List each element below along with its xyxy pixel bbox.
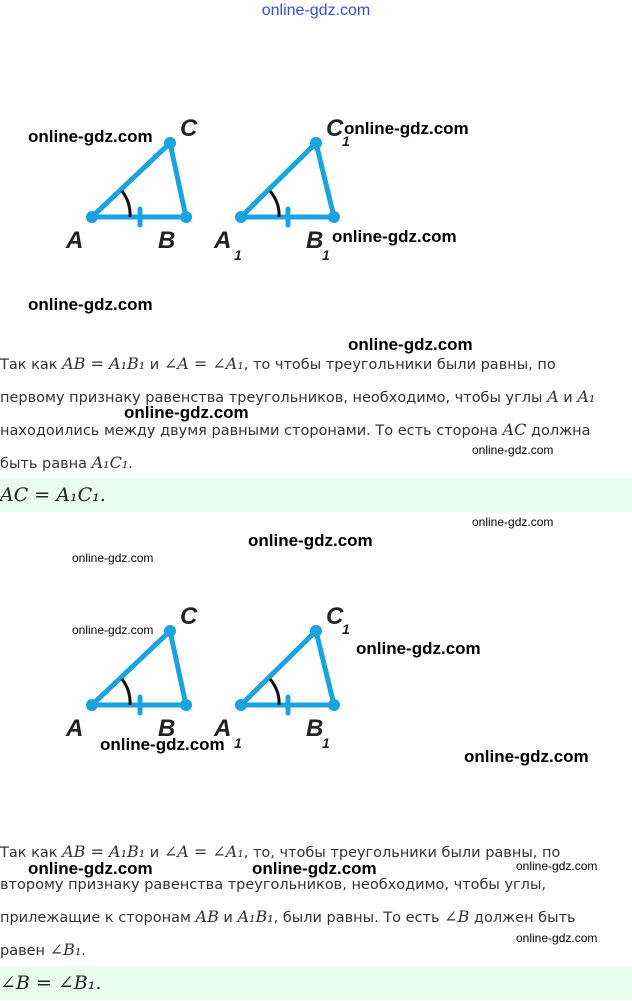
label-b: B [158,227,176,254]
label-a1-sub: 1 [234,735,242,751]
watermark: online-gdz.com [356,639,481,658]
triangle-abc [92,143,186,225]
watermark: online-gdz.com [464,747,589,766]
label-a1-sub: 1 [234,247,242,263]
label-b: B [158,715,176,742]
watermark: online-gdz.com [72,623,154,637]
watermark: online-gdz.com [344,119,469,138]
answer-box-1: AC = A₁C₁. [0,478,632,512]
label-c1: C [326,115,344,142]
watermark: online-gdz.com [516,931,598,945]
label-a1: A [214,715,232,742]
label-b1: B [306,715,324,742]
label-c1-sub: 1 [342,133,350,149]
triangle-a1b1c1 [241,143,334,225]
watermark: online-gdz.com [124,403,249,422]
watermark: online-gdz.com [332,227,457,246]
watermark: online-gdz.com [72,551,154,565]
explanation-paragraph-1: Так как AB = A₁B₁ и ∠A = ∠A₁, то чтобы треугольники были равны, по первому признаку равенства треугольников, необходимо, чтобы углы A и A₁ находоились между двумя равными сторонами. То есть сторона AC должна быть равна A₁C₁. [0,354,596,472]
label-b1-sub: 1 [322,735,330,751]
label-a1: A [214,227,232,254]
watermark: online-gdz.com [348,335,473,354]
triangles-figure-2 [0,590,632,760]
angle-arc-a1 [270,191,279,217]
angle-arc-a [122,191,130,217]
watermark: online-gdz.com [472,443,554,457]
label-b1: B [306,227,324,254]
watermark: online-gdz.com [248,531,373,550]
watermark: online-gdz.com [472,515,554,529]
label-a: A [66,227,84,254]
label-b1-sub: 1 [322,247,330,263]
label-c1-sub: 1 [342,621,350,637]
label-c: C [180,603,198,630]
answer-box-2: ∠B = ∠B₁. [0,966,632,1000]
watermark: online-gdz.com [28,127,153,146]
watermark: online-gdz.com [252,859,377,878]
watermark: online-gdz.com [28,295,153,314]
watermark: online-gdz.com [100,735,225,754]
label-c1: C [326,603,344,630]
watermark: online-gdz.com [516,859,598,873]
watermark: online-gdz.com [28,859,153,878]
explanation-paragraph-2: Так как AB = A₁B₁ и ∠A = ∠A₁, то, чтобы треугольники были равны, по второму признаку равенства треугольников, необходимо, чтобы углы, прилежащие к сторонам AB и A₁B₁, были равны. То есть ∠B должен быть равен ∠B₁. [0,842,576,959]
label-a: A [66,715,84,742]
label-c: C [180,115,198,142]
site-header-link[interactable]: online-gdz.com [261,2,371,19]
